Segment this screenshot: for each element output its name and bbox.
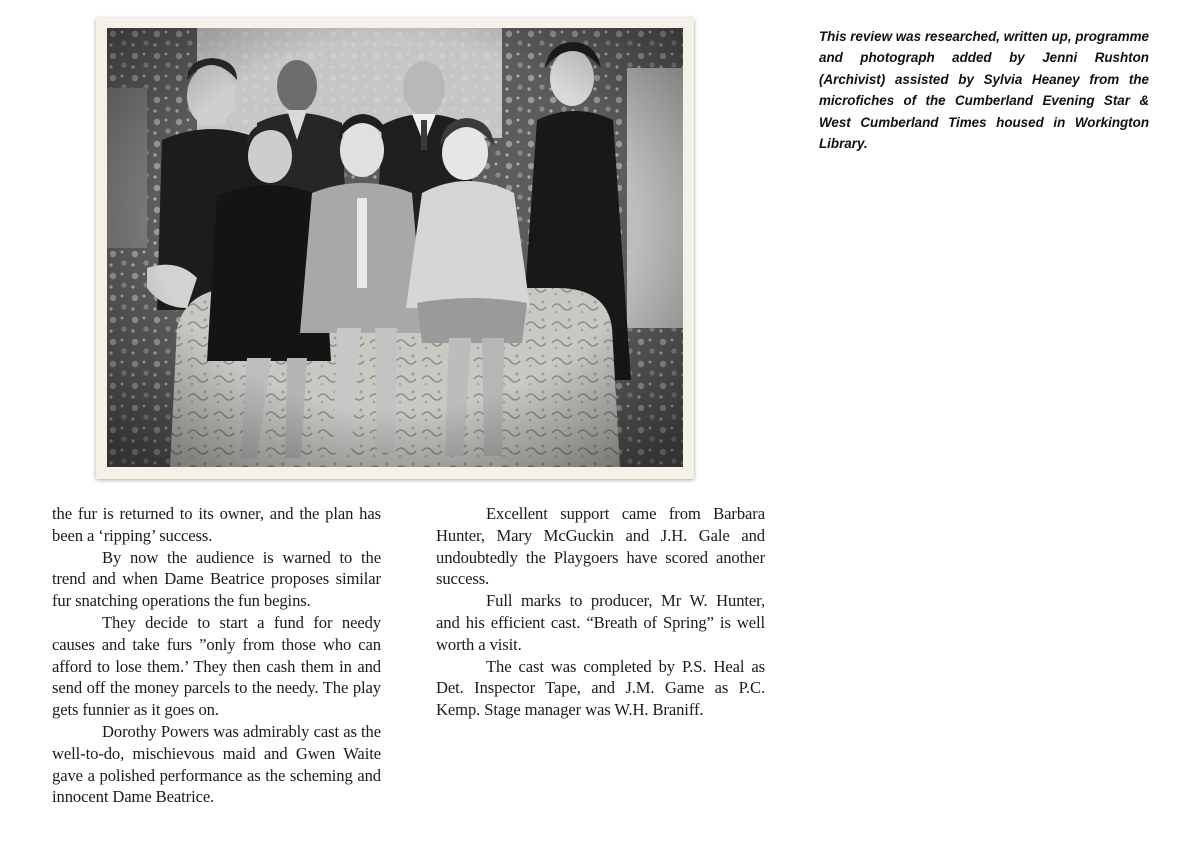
article-paragraph: the fur is returned to its owner, and the plan has been a ‘ripping’ success. <box>52 504 381 545</box>
article-paragraph: They decide to start a fund for needy causes and take furs ”only from those who can afford to lose them.’ They then cash them in and send off the money parcels to the needy. The play gets funnier as it goes on. <box>52 612 381 720</box>
article-column-right <box>436 503 765 721</box>
article-paragraph: Excellent support came from Barbara Hunter, Mary McGuckin and J.H. Gale and undoubtedly the Playgoers have scored another success. <box>436 504 765 589</box>
article-paragraph: The cast was completed by P.S. Heal as Det. Inspector Tape, and J.M. Game as P.C. Kemp. Stage manager was W.H. Braniff. <box>436 656 765 720</box>
article-column-left <box>52 503 381 808</box>
article-paragraph: Full marks to producer, Mr W. Hunter, and his efficient cast. “Breath of Spring” is well worth a visit. <box>436 591 765 654</box>
credit-note: This review was researched, written up, programme and photograph added by Jenni Rushton (Archivist) assisted by Sylvia Heaney from the microfiches of the Cumberland Evening Star & West Cumberland Times housed in Workington Library. <box>819 29 1149 152</box>
article-paragraph: By now the audience is warned to the trend and when Dame Beatrice proposes similar fur snatching operations the fun begins. <box>52 547 381 611</box>
photo-frame <box>96 18 694 479</box>
article-paragraph: Dorothy Powers was admirably cast as the well-to-do, mischievous maid and Gwen Waite gave a polished performance as the scheming and innocent Dame Beatrice. <box>52 721 381 807</box>
cast-group-photo <box>107 28 683 467</box>
